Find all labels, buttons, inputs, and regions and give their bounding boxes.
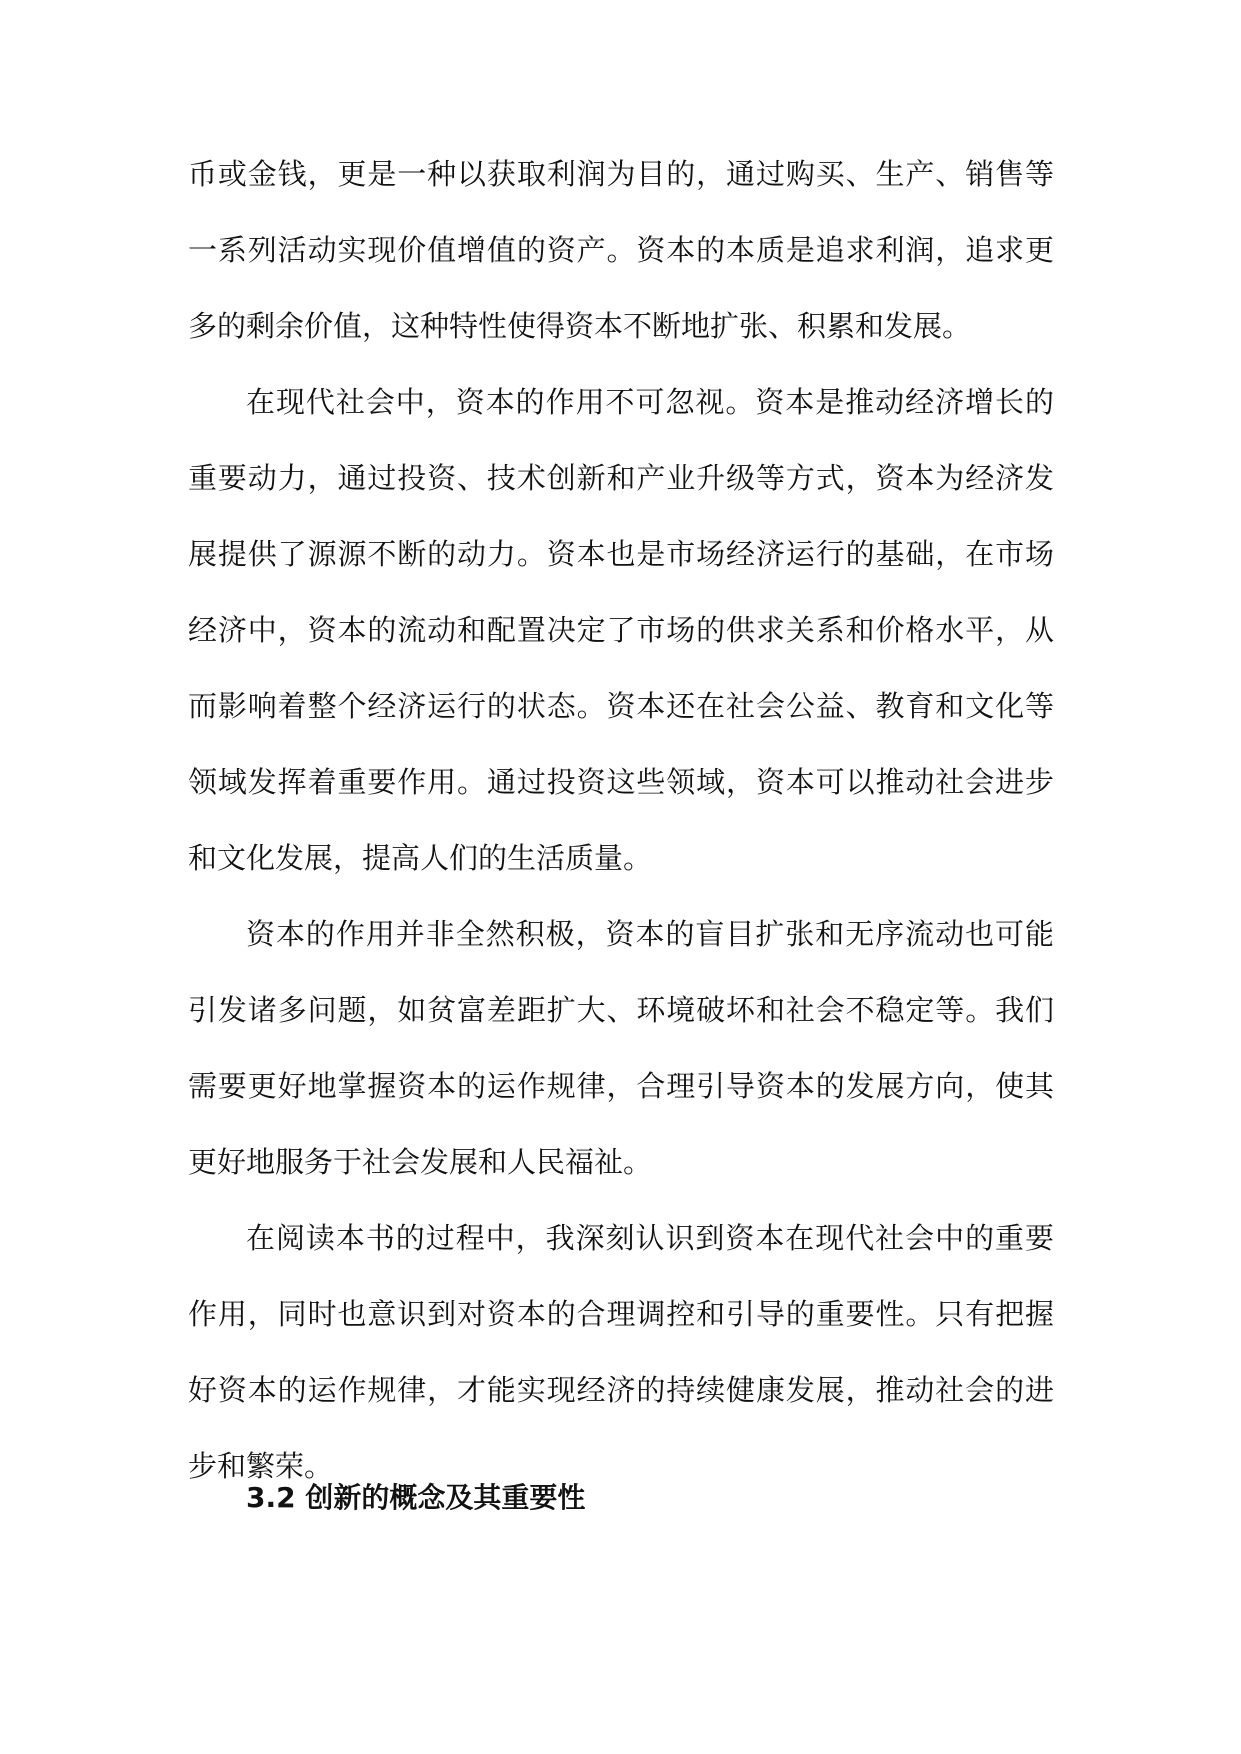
paragraph-capital-risks: 资本的作用并非全然积极，资本的盲目扩张和无序流动也可能引发诸多问题，如贫富差距扩大、环境破坏和社会不稳定等。我们需要更好地掌握资本的运作规律，合理引导资本的发展方向，使其更好地服务于社会发展和人民福祉。 xyxy=(188,917,1054,1179)
section-heading: 3.2 创新的概念及其重要性 xyxy=(246,1481,586,1514)
paragraph-capital-role: 在现代社会中，资本的作用不可忽视。资本是推动经济增长的重要动力，通过投资、技术创新和产业升级等方式，资本为经济发展提供了源源不断的动力。资本也是市场经济运行的基础，在市场经济中，资本的流动和配置决定了市场的供求关系和价格水平，从而影响着整个经济运行的状态。资本还在社会公益、教育和文化等领域发挥着重要作用。通过投资这些领域，资本可以推动社会进步和文化发展，提高人们的生活质量。 xyxy=(188,385,1054,875)
paragraph-reading-reflection: 在阅读本书的过程中，我深刻认识到资本在现代社会中的重要作用，同时也意识到对资本的合理调控和引导的重要性。只有把握好资本的运作规律，才能实现经济的持续健康发展，推动社会的进步和繁荣。 xyxy=(188,1221,1054,1483)
paragraph-continued: 币或金钱，更是一种以获取利润为目的，通过购买、生产、销售等一系列活动实现价值增值的资产。资本的本质是追求利润，追求更多的剩余价值，这种特性使得资本不断地扩张、积累和发展。 xyxy=(188,157,1054,343)
document-body xyxy=(188,136,1054,1504)
